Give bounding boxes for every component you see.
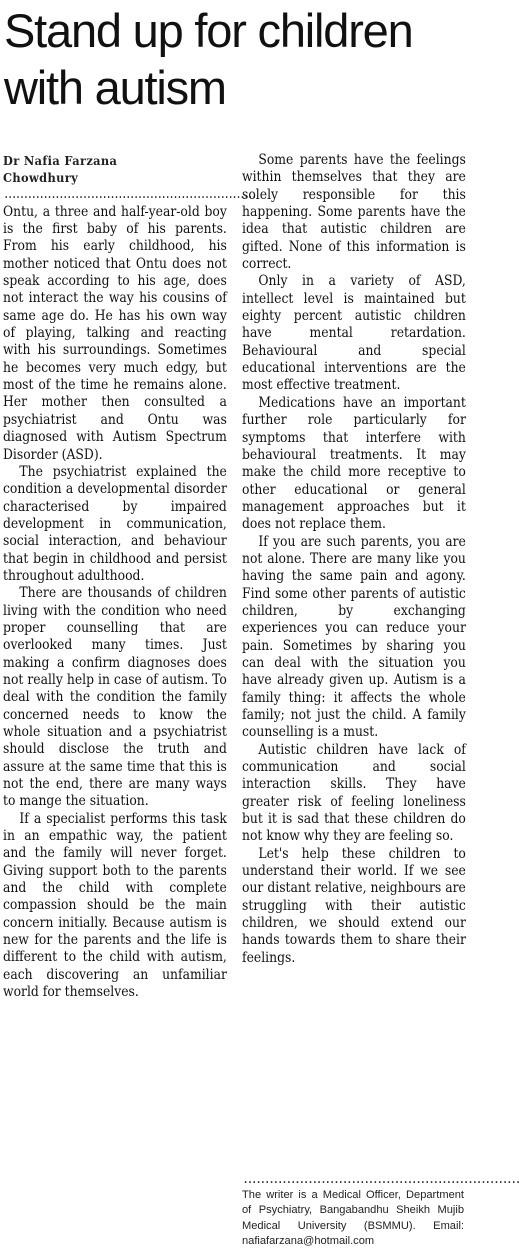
article-paragraph: There are thousands of children living with the condition who need proper counselling that are overlooked many times. Just making a confirm diagnoses does not really help in case of autism. To deal with the condition the family concerned needs to know the whole situation and a psychiatrist should disclose the truth and assure at the same time that this is not the end, there are many ways to mange the situation.: [3, 585, 227, 810]
article-paragraph: Some parents have the feelings within themselves that they are solely responsible for this happening. Some parents have the idea that autistic children are gifted. None of this information is correct.: [242, 152, 466, 273]
author-byline-line1: Dr Nafia Farzana: [3, 153, 118, 168]
byline-separator: ................................................................: [3, 186, 255, 201]
article-paragraph: The psychiatrist explained the condition a developmental disorder characterised by impaired development in communication, social interaction, and behaviour that begin in childhood and persist throughout adulthood.: [3, 463, 227, 584]
author-byline-line2: Chowdhury: [3, 170, 79, 186]
article-paragraph: Medications have an important further role particularly for symptoms that interfere with behavioural treatments. It may make the child more receptive to other educational or general management approaches but it does not replace them.: [242, 394, 466, 533]
article-paragraph: Only in a variety of ASD, intellect level is maintained but eighty percent autistic children have mental retardation. Behavioural and special educational interventions are the most effective treatment.: [242, 273, 466, 394]
article-paragraph: Let's help these children to understand their world. If we see our distant relative, neighbours are struggling with their autistic children, we should extend our hands towards them to share their feelings.: [242, 845, 466, 966]
article-paragraph: If a specialist performs this task in an empathic way, the patient and the family will never forget. Giving support both to the parents and the child with complete compassion should be the main concern initially. Because autism is new for the parents and the life is different to the child with autism, each discovering an unfamiliar world for themselves.: [3, 810, 227, 1001]
article-paragraph: Autistic children have lack of communication and social interaction skills. They have greater risk of feeling loneliness but it is sad that these children do not know why they are feeling so.: [242, 741, 466, 845]
author-footer-note: The writer is a Medical Officer, Department of Psychiatry, Bangabandhu Sheikh Mujib Medical University (BSMMU). Email: nafiafarzana@hotmail.com: [242, 1189, 464, 1247]
article-paragraph: Ontu, a three and half-year-old boy is the first baby of his parents. From his early childhood, his mother noticed that Ontu does not speak according to his age, does not interact the way his cousins of same age do. He has his own way of playing, talking and reacting with his surroundings. Sometimes he becomes very much edgy, but most of the time he remains alone. Her mother then consulted a psychiatrist and Ontu was diagnosed with Autism Spectrum Disorder (ASD).: [3, 203, 227, 463]
article-headline: Stand up for children with autism: [4, 4, 413, 114]
article-column-left: [3, 152, 255, 1002]
article-column-right: [242, 152, 466, 967]
footer-separator: ................................................................: [242, 1172, 519, 1186]
article-paragraph: If you are such parents, you are not alone. There are many like you having the same pain and agony. Find some other parents of autistic children, by exchanging experiences you can reduce your pain. Sometimes by sharing you can deal with the situation you have already given up. Autism is a family thing: it affects the whole family; not just the child. A family counselling is a must.: [242, 533, 466, 741]
